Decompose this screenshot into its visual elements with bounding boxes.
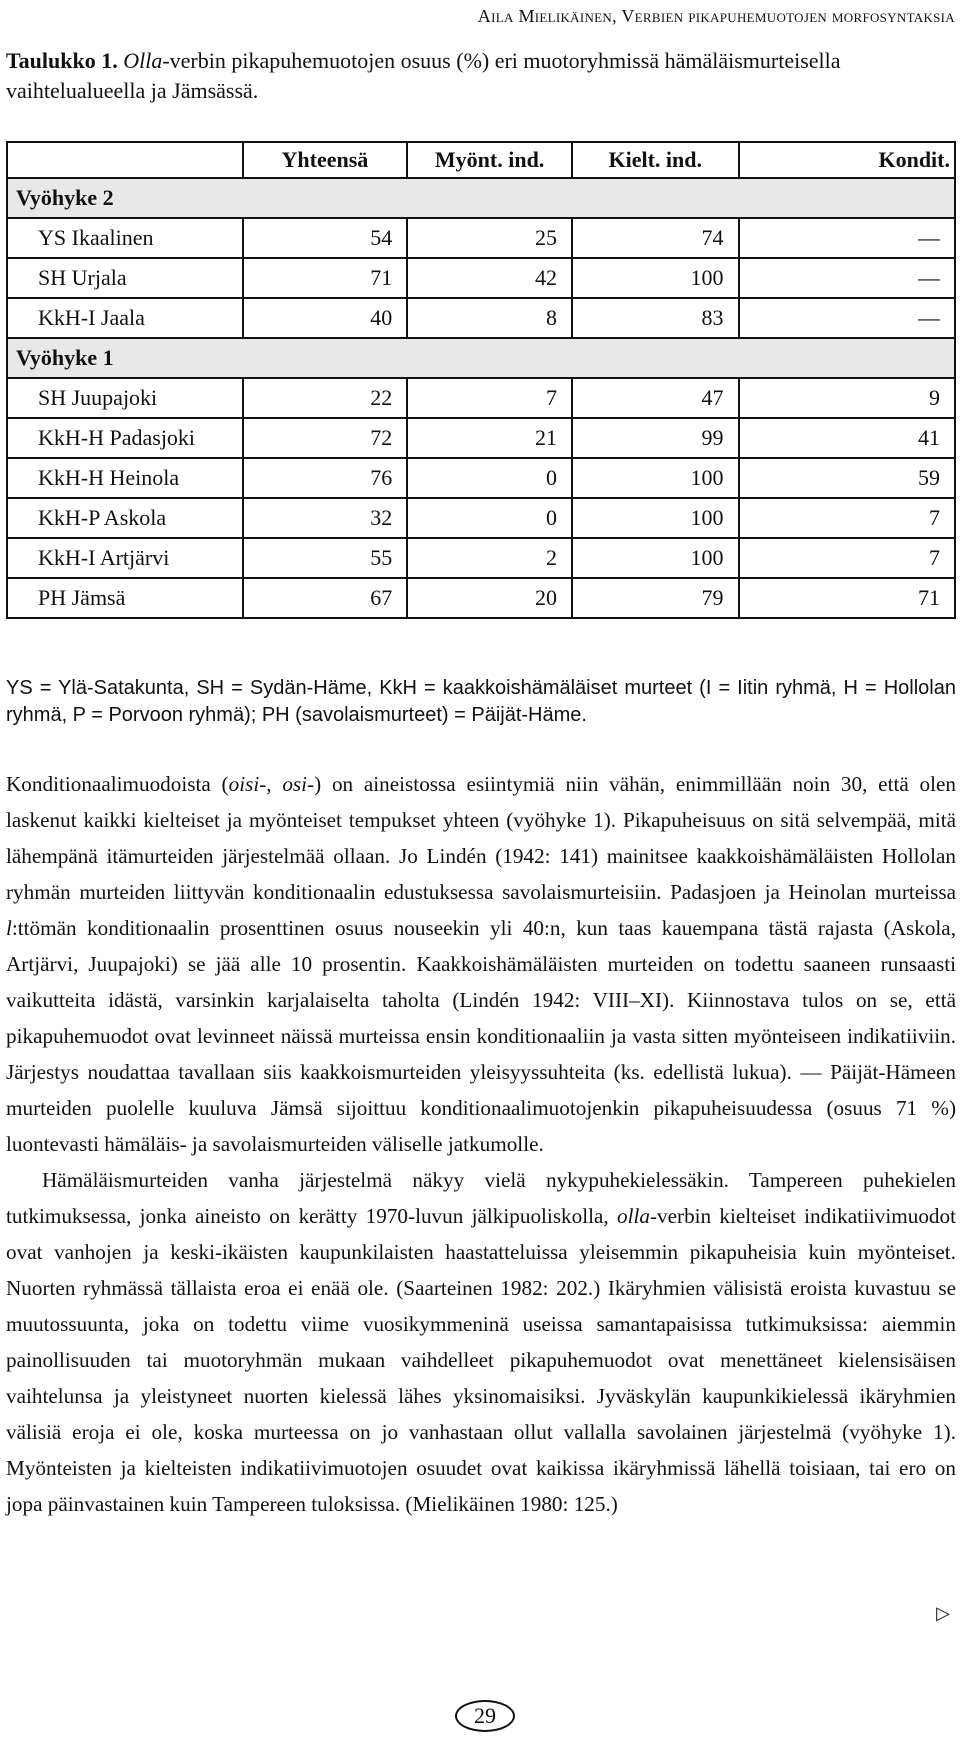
cell-value: 40	[243, 298, 408, 338]
zone-label: Vyöhyke 1	[7, 338, 955, 378]
row-name: KkH-I Jaala	[7, 298, 243, 338]
row-name: SH Juupajoki	[7, 378, 243, 418]
cell-value: 100	[572, 458, 739, 498]
text-run: Hämäläismurteiden vanha järjestelmä näkyy vielä nykypuhekielessäkin. Tampereen puhekielen tutkimuksessa, jonka aineisto on kerätty 1970-luvun jälkipuoliskolla,	[6, 1168, 956, 1228]
italic-forms: oisi-, osi-	[228, 772, 315, 796]
col-header-myont: Myönt. ind.	[407, 142, 572, 178]
cell-value: 0	[407, 498, 572, 538]
paragraph	[6, 1162, 956, 1522]
cell-value: 21	[407, 418, 572, 458]
table-row	[7, 418, 955, 458]
cell-value: 22	[243, 378, 408, 418]
table-row	[7, 258, 955, 298]
table-row	[7, 538, 955, 578]
cell-value: 2	[407, 538, 572, 578]
table-legend: YS = Ylä-Satakunta, SH = Sydän-Häme, KkH = kaakkoishämäläiset murteet (I = Iitin ryhmä, H = Hollolan ryhmä, P = Porvoon ryhmä); PH (savolaismurteet) = Päijät-Häme.	[6, 677, 956, 726]
table-row	[7, 378, 955, 418]
cell-value: 71	[243, 258, 408, 298]
cell-value: 76	[243, 458, 408, 498]
cell-value: 0	[407, 458, 572, 498]
header-empty-cell	[7, 142, 243, 178]
cell-value: 67	[243, 578, 408, 618]
cell-value: 7	[407, 378, 572, 418]
table-row	[7, 298, 955, 338]
body-text	[6, 766, 956, 1522]
zone-label: Vyöhyke 2	[7, 178, 955, 218]
row-name: KkH-H Heinola	[7, 458, 243, 498]
table-row	[7, 578, 955, 618]
paragraph	[6, 766, 956, 1162]
text-run: ) on aineistossa esiintymiä niin vähän, enimmillään noin 30, että olen laskenut kaikki kielteiset ja myönteiset tempukset yhteen (vyöhyke 1). Pikapuheisuus on sitä selvempää, mitä lähempänä itämurteiden järjestelmää ollaan. Jo Lindén (1942: 141) mainitsee kaakkoishämäläisten Hollolan ryhmän murteiden liittyvän konditionaalin edustuksessa savolaismurteisiin. Padasjoen ja Heinolan murteissa	[6, 772, 956, 904]
cell-value: 47	[572, 378, 739, 418]
cell-value: 100	[572, 498, 739, 538]
continue-marker-icon: ▷	[936, 1603, 950, 1624]
cell-value: 32	[243, 498, 408, 538]
table-header-row	[7, 142, 955, 178]
italic-verb: olla	[617, 1204, 650, 1228]
text-run: -verbin kielteiset indikatiivimuodot ovat vanhojen ja keski-ikäisten kaupunkilaisten haastatteluissa yleisemmin pikapuheisia kuin myönteiset. Nuorten ryhmässä tällaista eroa ei enää ole. (Saarteinen 1982: 202.) Ikäryhmien välisistä eroista kuvastuu se muutossuunta, joka on todettu viime vuosikymmeninä useissa samantapaisissa tutkimuksissa: aiemmin painollisuuden tai muotoryhmän mukaan vaihdelleet pikapuhemuodot ovat menettäneet kielensisäisen vaihtelunsa ja yleistyneet nuorten kielessä lähes yksinomaisiksi. Jyväskylän kaupunkikielessä ikäryhmien välisiä eroja ei ole, koska murteessa on jo vanhastaan ollut vallalla savolainen järjestelmä (vyöhyke 1). Myönteisten ja kielteisten indikatiivimuotojen osuudet ovat kaikissa ikäryhmissä lähellä toisiaan, tai ero on jopa päinvastainen kuin Tampereen tuloksissa. (Mielikäinen 1980: 125.)	[6, 1204, 957, 1516]
data-table	[6, 141, 956, 619]
cell-value: 74	[572, 218, 739, 258]
caption-label: Taulukko 1.	[6, 48, 118, 73]
row-name: KkH-P Askola	[7, 498, 243, 538]
cell-value: 59	[739, 458, 955, 498]
zone-row	[7, 338, 955, 378]
cell-value: —	[739, 298, 955, 338]
cell-value: 54	[243, 218, 408, 258]
cell-value: 55	[243, 538, 408, 578]
caption-text: -verbin pikapuhemuotojen osuus (%) eri muotoryhmissä hämäläismurteisella vaihtelualueella ja Jämsässä.	[6, 48, 841, 103]
row-name: KkH-H Padasjoki	[7, 418, 243, 458]
row-name: SH Urjala	[7, 258, 243, 298]
cell-value: 41	[739, 418, 955, 458]
table-row	[7, 458, 955, 498]
table-row	[7, 218, 955, 258]
running-head: Aila Mielikäinen, Verbien pikapuhemuotojen morfosyntaksia	[477, 6, 955, 26]
row-name: KkH-I Artjärvi	[7, 538, 243, 578]
cell-value: 9	[739, 378, 955, 418]
cell-value: 20	[407, 578, 572, 618]
zone-row	[7, 178, 955, 218]
cell-value: 99	[572, 418, 739, 458]
table-caption	[6, 46, 956, 106]
row-name: YS Ikaalinen	[7, 218, 243, 258]
col-header-yhteensa: Yhteensä	[243, 142, 408, 178]
text-run: Konditionaalimuodoista (	[6, 772, 229, 796]
cell-value: 25	[407, 218, 572, 258]
cell-value: 8	[407, 298, 572, 338]
col-header-kielt: Kielt. ind.	[572, 142, 739, 178]
cell-value: 72	[243, 418, 408, 458]
cell-value: —	[739, 218, 955, 258]
cell-value: 83	[572, 298, 739, 338]
table-row	[7, 498, 955, 538]
text-run: :ttömän konditionaalin prosenttinen osuus nouseekin yli 40:n, kun taas kauempana tästä rajasta (Askola, Artjärvi, Juupajoki) se jää alle 10 prosentin. Kaakkoishämäläisten murteiden on todettu saaneen runsaasti vaikutteita idästä, varsinkin karjalaiselta taholta (Lindén 1942: VIII–XI). Kiinnostava tulos on se, että pikapuhemuodot ovat levinneet näissä murteissa ensin konditionaaliin ja vasta sitten myönteiseen indikatiiviin. Järjestys noudattaa tavallaan siis kaakkoismurteiden yleisyyssuhteita (ks. edellistä lukua). — Päijät-Hämeen murteiden puolelle kuuluva Jämsä sijoittuu konditionaalimuotojenkin pikapuheisuudessa (osuus 71 %) luontevasti hämäläis- ja savolaismurteiden väliselle jatkumolle.	[6, 916, 956, 1156]
cell-value: 42	[407, 258, 572, 298]
row-name: PH Jämsä	[7, 578, 243, 618]
cell-value: 100	[572, 538, 739, 578]
page-number: 29	[455, 1700, 515, 1732]
caption-verb: Olla	[123, 48, 163, 73]
cell-value: —	[739, 258, 955, 298]
cell-value: 100	[572, 258, 739, 298]
italic-letter: l	[6, 916, 12, 940]
cell-value: 7	[739, 538, 955, 578]
col-header-kondit: Kondit.	[739, 142, 955, 178]
cell-value: 71	[739, 578, 955, 618]
cell-value: 79	[572, 578, 739, 618]
cell-value: 7	[739, 498, 955, 538]
